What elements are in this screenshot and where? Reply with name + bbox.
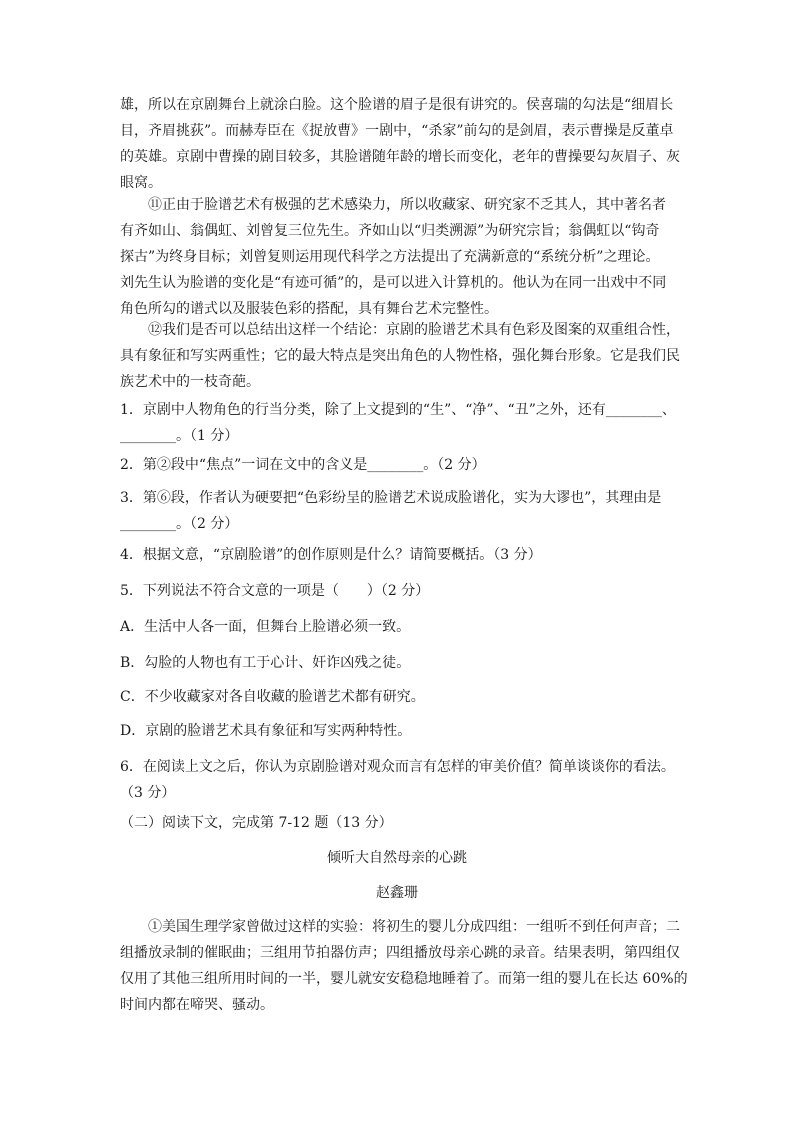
text-line: 角色所勾的谱式以及服装色彩的搭配，具有舞台艺术完整性。 [120, 301, 498, 317]
question-4: 4．根据文意，“京剧脸谱”的创作原则是什么？请简要概括。（3 分） [120, 547, 542, 563]
option-c: C．不少收藏家对各自收藏的脸谱艺术都有研究。 [120, 689, 425, 705]
paragraph-11 [120, 192, 680, 322]
text-line: ⑫我们是否可以总结出这样一个结论：京剧的脸谱艺术具有色彩及图案的双重组合性， [148, 322, 680, 338]
text-line: ①美国生理学家曾做过这样的实验：将初生的婴儿分成四组：一组听不到任何声音；二 [148, 919, 680, 935]
text-line: ________。（2 分） [120, 516, 239, 532]
text-line: 具有象征和写实两重性；它的最大特点是突出角色的人物性格，强化舞台形象。它是我们民 [120, 348, 680, 364]
text-line: ⑪正由于脸谱艺术有极强的艺术感染力，所以收藏家、研究家不乏其人，其中著名者 [148, 197, 666, 213]
question-2: 2．第②段中“焦点”一词在文中的含义是________。（2 分） [120, 457, 486, 473]
question-6 [120, 754, 680, 806]
question-1 [120, 397, 680, 449]
text-line: 3．第⑥段，作者认为硬要把“色彩纷呈的脸谱艺术说成脸谱化，实为大谬也”，其理由是 [120, 490, 662, 506]
text-line: 族艺术中的一枝奇葩。 [120, 374, 260, 390]
option-b: B．勾脸的人物也有工于心计、奸诈凶残之徒。 [120, 655, 411, 671]
text-line: 目，齐眉挑荻”。而赫寿臣在《捉放曹》一剧中，“杀家”前勾的是剑眉，表示曹操是反董卓 [120, 123, 674, 139]
text-line: ________。（1 分） [120, 428, 239, 444]
section-heading: （二）阅读下文，完成第 7-12 题（13 分） [120, 815, 393, 831]
text-line: 6．在阅读上文之后，你认为京剧脸谱对观众而言有怎样的审美价值？简单谈谈你的看法。 [120, 759, 675, 775]
article-title: 倾听大自然母亲的心跳 [327, 850, 467, 866]
option-a: A．生活中人各一面，但舞台上脸谱必须一致。 [120, 619, 411, 635]
paragraph-12 [120, 317, 680, 395]
question-5: 5．下列说法不符合文意的一项是（ ）（2 分） [120, 583, 430, 599]
text-line: 探古”为终身目标；刘曾复则运用现代科学之方法提出了充满新意的“系统分析”之理论。 [120, 249, 660, 265]
text-line: 有齐如山、翁偶虹、刘曾复三位先生。齐如山以“归类溯源”为研究宗旨；翁偶虹以“钩奇 [120, 223, 660, 239]
text-line: 仅用了其他三组所用时间的一半，婴儿就安安稳稳地睡着了。而第一组的婴儿在长达 60%的 [120, 971, 688, 987]
text-line: 眼窝。 [120, 175, 162, 191]
question-3 [120, 485, 680, 537]
text-line: 刘先生认为脸谱的变化是“有迹可循”的，是可以进入计算机的。他认为在同一出戏中不同 [120, 275, 667, 291]
option-d: D．京剧的脸谱艺术具有象征和写实两种特性。 [120, 723, 412, 739]
text-line: 的英雄。京剧中曹操的剧目较多，其脸谱随年龄的增长而变化，老年的曹操要勾灰眉子、灰 [120, 149, 680, 165]
text-line: 雄，所以在京剧舞台上就涂白脸。这个脸谱的眉子是很有讲究的。侯喜瑞的勾法是“细眉长 [120, 97, 674, 113]
text-line: 组播放录制的催眠曲；三组用节拍器仿声；四组播放母亲心跳的录音。结果表明，第四组仅 [120, 945, 680, 961]
text-line: 1．京剧中人物角色的行当分类，除了上文提到的“生”、“净”、“丑”之外，还有________、 [120, 402, 676, 418]
text-line: （3 分） [120, 785, 176, 801]
article-paragraph-1 [120, 914, 688, 1018]
text-line: 时间内都在啼哭、骚动。 [120, 997, 274, 1013]
article-author: 赵鑫珊 [376, 885, 418, 901]
paragraph-continued [120, 92, 680, 196]
